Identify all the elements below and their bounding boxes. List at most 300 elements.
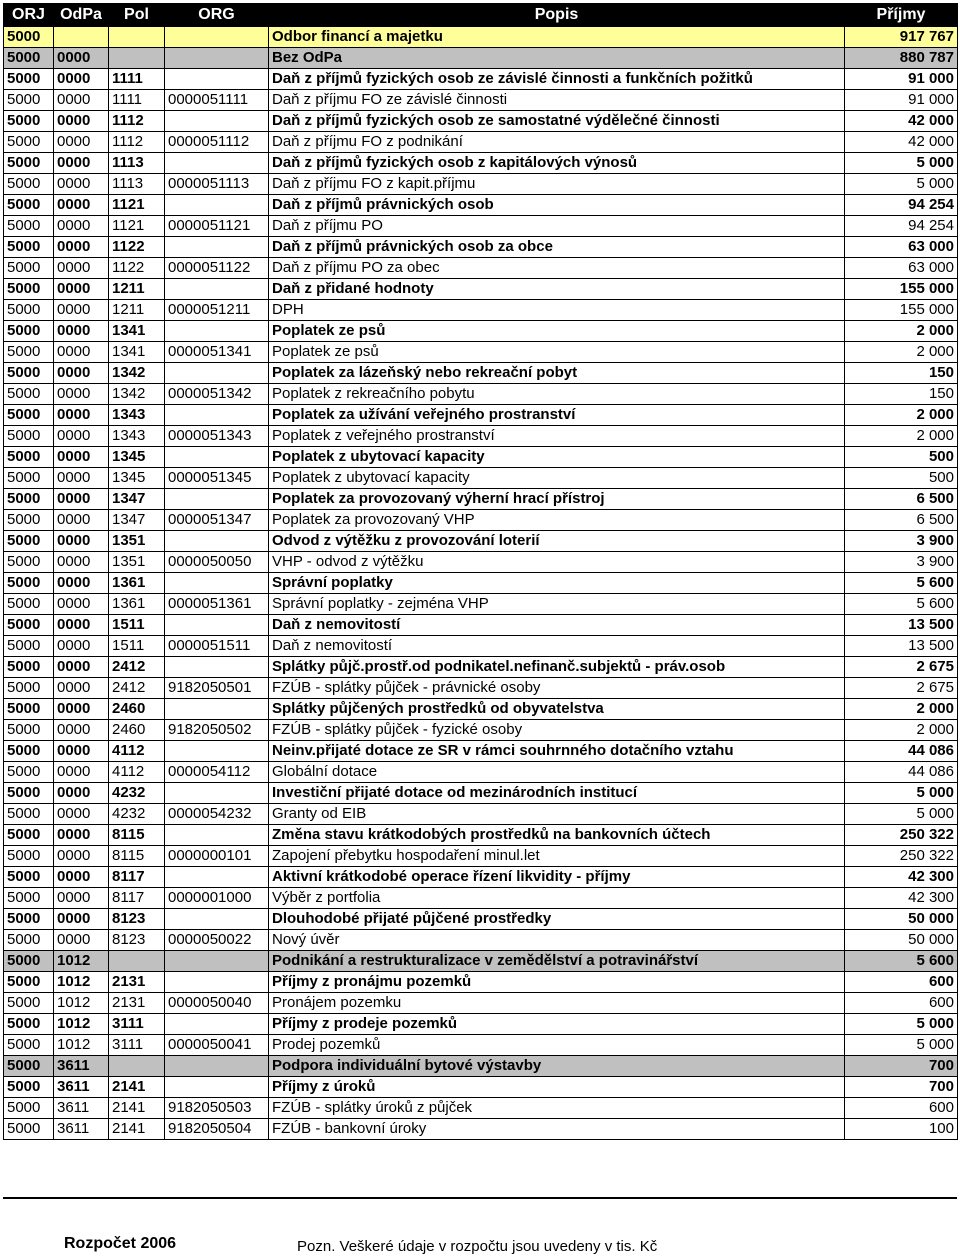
- table-row: [4, 90, 958, 111]
- cell-orj: 5000: [4, 636, 54, 657]
- cell-popis: Odvod z výtěžku z provozování loterií: [269, 531, 845, 552]
- cell-orj: 5000: [4, 447, 54, 468]
- cell-pol: [109, 48, 165, 69]
- cell-orj: 5000: [4, 888, 54, 909]
- cell-odpa: 0000: [54, 762, 109, 783]
- cell-prijmy: 5 600: [845, 594, 958, 615]
- cell-orj: 5000: [4, 1014, 54, 1035]
- cell-org: [165, 531, 269, 552]
- cell-popis: Poplatek z ubytovací kapacity: [269, 447, 845, 468]
- cell-popis: Daň z příjmu PO za obec: [269, 258, 845, 279]
- cell-pol: 8115: [109, 846, 165, 867]
- cell-pol: 1351: [109, 531, 165, 552]
- cell-popis: Daň z příjmu PO: [269, 216, 845, 237]
- cell-popis: Globální dotace: [269, 762, 845, 783]
- cell-popis: DPH: [269, 300, 845, 321]
- cell-orj: 5000: [4, 258, 54, 279]
- cell-prijmy: 5 600: [845, 573, 958, 594]
- cell-orj: 5000: [4, 237, 54, 258]
- cell-odpa: 0000: [54, 804, 109, 825]
- cell-org: [165, 972, 269, 993]
- cell-org: 0000001000: [165, 888, 269, 909]
- cell-popis: Neinv.přijaté dotace ze SR v rámci souhrnného dotačního vztahu: [269, 741, 845, 762]
- cell-orj: 5000: [4, 279, 54, 300]
- cell-odpa: 0000: [54, 636, 109, 657]
- table-row: [4, 1077, 958, 1098]
- cell-orj: 5000: [4, 216, 54, 237]
- cell-org: 9182050501: [165, 678, 269, 699]
- table-row: [4, 531, 958, 552]
- table-row: [4, 69, 958, 90]
- cell-prijmy: 5 600: [845, 951, 958, 972]
- cell-orj: 5000: [4, 111, 54, 132]
- cell-pol: [109, 1056, 165, 1077]
- cell-pol: 1361: [109, 594, 165, 615]
- cell-popis: Daň z příjmu FO ze závislé činnosti: [269, 90, 845, 111]
- cell-popis: Daň z nemovitostí: [269, 636, 845, 657]
- cell-orj: 5000: [4, 27, 54, 48]
- cell-pol: 1343: [109, 426, 165, 447]
- cell-orj: 5000: [4, 48, 54, 69]
- cell-pol: 2460: [109, 720, 165, 741]
- table-row: [4, 153, 958, 174]
- cell-orj: 5000: [4, 699, 54, 720]
- cell-pol: 1345: [109, 447, 165, 468]
- cell-orj: 5000: [4, 993, 54, 1014]
- cell-org: 0000051211: [165, 300, 269, 321]
- cell-pol: 3111: [109, 1035, 165, 1056]
- cell-orj: 5000: [4, 678, 54, 699]
- cell-orj: 5000: [4, 69, 54, 90]
- cell-prijmy: 42 000: [845, 132, 958, 153]
- cell-orj: 5000: [4, 405, 54, 426]
- cell-prijmy: 2 000: [845, 720, 958, 741]
- table-body: [4, 27, 958, 1140]
- cell-popis: Správní poplatky: [269, 573, 845, 594]
- cell-pol: 1342: [109, 384, 165, 405]
- cell-orj: 5000: [4, 174, 54, 195]
- table-row: [4, 1098, 958, 1119]
- table-row: [4, 384, 958, 405]
- cell-org: 0000051113: [165, 174, 269, 195]
- cell-pol: 1112: [109, 132, 165, 153]
- cell-popis: Nový úvěr: [269, 930, 845, 951]
- cell-orj: 5000: [4, 531, 54, 552]
- cell-popis: Poplatek ze psů: [269, 321, 845, 342]
- cell-odpa: 0000: [54, 216, 109, 237]
- cell-odpa: 0000: [54, 825, 109, 846]
- cell-prijmy: 42 000: [845, 111, 958, 132]
- cell-odpa: [54, 27, 109, 48]
- cell-odpa: 0000: [54, 888, 109, 909]
- cell-orj: 5000: [4, 594, 54, 615]
- cell-org: 0000051361: [165, 594, 269, 615]
- cell-popis: Daň z nemovitostí: [269, 615, 845, 636]
- header-pol: Pol: [109, 4, 165, 27]
- cell-orj: 5000: [4, 552, 54, 573]
- cell-pol: 1342: [109, 363, 165, 384]
- cell-org: 0000054232: [165, 804, 269, 825]
- cell-popis: Daň z příjmu FO z kapit.příjmu: [269, 174, 845, 195]
- cell-orj: 5000: [4, 867, 54, 888]
- cell-org: 0000051122: [165, 258, 269, 279]
- cell-pol: 1345: [109, 468, 165, 489]
- cell-orj: 5000: [4, 1119, 54, 1140]
- cell-popis: FZÚB - splátky úroků z půjček: [269, 1098, 845, 1119]
- table-row: [4, 699, 958, 720]
- cell-orj: 5000: [4, 300, 54, 321]
- table-row: [4, 174, 958, 195]
- cell-popis: Zapojení přebytku hospodaření minul.let: [269, 846, 845, 867]
- header-popis: Popis: [269, 4, 845, 27]
- cell-pol: 4112: [109, 762, 165, 783]
- cell-popis: Daň z příjmů právnických osob: [269, 195, 845, 216]
- cell-pol: 3111: [109, 1014, 165, 1035]
- cell-orj: 5000: [4, 1035, 54, 1056]
- table-row: [4, 825, 958, 846]
- cell-pol: 1112: [109, 111, 165, 132]
- cell-pol: [109, 951, 165, 972]
- cell-org: [165, 489, 269, 510]
- table-row: [4, 300, 958, 321]
- cell-popis: Poplatek z veřejného prostranství: [269, 426, 845, 447]
- cell-popis: Poplatek za provozovaný VHP: [269, 510, 845, 531]
- cell-prijmy: 155 000: [845, 300, 958, 321]
- table-row: [4, 363, 958, 384]
- cell-odpa: 0000: [54, 909, 109, 930]
- cell-orj: 5000: [4, 321, 54, 342]
- table-row: [4, 1056, 958, 1077]
- cell-popis: VHP - odvod z výtěžku: [269, 552, 845, 573]
- cell-popis: Granty od EIB: [269, 804, 845, 825]
- cell-orj: 5000: [4, 1056, 54, 1077]
- table-row: [4, 510, 958, 531]
- cell-orj: 5000: [4, 1077, 54, 1098]
- cell-orj: 5000: [4, 909, 54, 930]
- table-row: [4, 195, 958, 216]
- cell-orj: 5000: [4, 153, 54, 174]
- cell-orj: 5000: [4, 1098, 54, 1119]
- cell-prijmy: 5 000: [845, 783, 958, 804]
- cell-orj: 5000: [4, 90, 54, 111]
- table-row: [4, 1035, 958, 1056]
- cell-pol: 1111: [109, 69, 165, 90]
- cell-pol: 1113: [109, 174, 165, 195]
- table-row: [4, 468, 958, 489]
- cell-pol: 2460: [109, 699, 165, 720]
- cell-pol: 2131: [109, 972, 165, 993]
- cell-orj: 5000: [4, 426, 54, 447]
- cell-popis: Prodej pozemků: [269, 1035, 845, 1056]
- cell-pol: 2141: [109, 1119, 165, 1140]
- cell-org: [165, 1056, 269, 1077]
- cell-popis: Správní poplatky - zejména VHP: [269, 594, 845, 615]
- cell-popis: Příjmy z prodeje pozemků: [269, 1014, 845, 1035]
- cell-popis: Aktivní krátkodobé operace řízení likvidity - příjmy: [269, 867, 845, 888]
- cell-orj: 5000: [4, 741, 54, 762]
- cell-org: [165, 279, 269, 300]
- cell-odpa: 0000: [54, 657, 109, 678]
- cell-org: [165, 27, 269, 48]
- cell-org: [165, 825, 269, 846]
- table-row: [4, 48, 958, 69]
- cell-prijmy: 2 675: [845, 678, 958, 699]
- table-row: [4, 636, 958, 657]
- cell-prijmy: 63 000: [845, 237, 958, 258]
- cell-org: 9182050502: [165, 720, 269, 741]
- table-row: [4, 888, 958, 909]
- table-row: [4, 489, 958, 510]
- cell-popis: FZÚB - bankovní úroky: [269, 1119, 845, 1140]
- cell-pol: 1113: [109, 153, 165, 174]
- cell-odpa: 0000: [54, 132, 109, 153]
- cell-org: 0000050041: [165, 1035, 269, 1056]
- cell-pol: 1341: [109, 321, 165, 342]
- cell-popis: Investiční přijaté dotace od mezinárodních institucí: [269, 783, 845, 804]
- cell-prijmy: 250 322: [845, 825, 958, 846]
- cell-orj: 5000: [4, 615, 54, 636]
- cell-pol: 1361: [109, 573, 165, 594]
- cell-popis: Poplatek za lázeňský nebo rekreační pobyt: [269, 363, 845, 384]
- cell-popis: Poplatek z ubytovací kapacity: [269, 468, 845, 489]
- cell-prijmy: 94 254: [845, 216, 958, 237]
- cell-popis: Příjmy z pronájmu pozemků: [269, 972, 845, 993]
- table-row: [4, 111, 958, 132]
- cell-pol: 1121: [109, 195, 165, 216]
- cell-pol: 8115: [109, 825, 165, 846]
- cell-pol: 1347: [109, 510, 165, 531]
- cell-pol: 1351: [109, 552, 165, 573]
- table-row: [4, 342, 958, 363]
- cell-org: 0000051345: [165, 468, 269, 489]
- cell-orj: 5000: [4, 384, 54, 405]
- cell-odpa: 0000: [54, 867, 109, 888]
- cell-prijmy: 2 675: [845, 657, 958, 678]
- cell-org: 0000051111: [165, 90, 269, 111]
- cell-org: 0000054112: [165, 762, 269, 783]
- cell-org: 0000051341: [165, 342, 269, 363]
- table-row: [4, 909, 958, 930]
- footer-title: Rozpočet 2006: [64, 1235, 177, 1252]
- cell-odpa: 0000: [54, 300, 109, 321]
- cell-orj: 5000: [4, 783, 54, 804]
- bottom-divider: [3, 1197, 957, 1199]
- cell-popis: Poplatek z rekreačního pobytu: [269, 384, 845, 405]
- cell-pol: 2412: [109, 657, 165, 678]
- cell-popis: Poplatek za užívání veřejného prostranství: [269, 405, 845, 426]
- cell-org: [165, 1077, 269, 1098]
- cell-prijmy: 2 000: [845, 699, 958, 720]
- cell-prijmy: 3 900: [845, 552, 958, 573]
- cell-popis: FZÚB - splátky půjček - fyzické osoby: [269, 720, 845, 741]
- cell-pol: [109, 27, 165, 48]
- cell-popis: Daň z příjmů fyzických osob ze samostatné výdělečné činnosti: [269, 111, 845, 132]
- cell-org: [165, 1014, 269, 1035]
- cell-org: [165, 237, 269, 258]
- cell-popis: Poplatek ze psů: [269, 342, 845, 363]
- table-row: [4, 741, 958, 762]
- cell-prijmy: 2 000: [845, 321, 958, 342]
- cell-pol: 8117: [109, 867, 165, 888]
- cell-odpa: 0000: [54, 69, 109, 90]
- cell-popis: Bez OdPa: [269, 48, 845, 69]
- cell-org: [165, 69, 269, 90]
- cell-prijmy: 42 300: [845, 888, 958, 909]
- cell-prijmy: 5 000: [845, 153, 958, 174]
- cell-prijmy: 700: [845, 1056, 958, 1077]
- cell-odpa: 0000: [54, 552, 109, 573]
- cell-popis: Daň z příjmů fyzických osob z kapitálových výnosů: [269, 153, 845, 174]
- cell-odpa: 0000: [54, 783, 109, 804]
- cell-org: [165, 111, 269, 132]
- cell-prijmy: 5 000: [845, 804, 958, 825]
- cell-prijmy: 94 254: [845, 195, 958, 216]
- table-row: [4, 678, 958, 699]
- table-row: [4, 657, 958, 678]
- table-row: [4, 1119, 958, 1140]
- cell-orj: 5000: [4, 720, 54, 741]
- cell-odpa: 0000: [54, 489, 109, 510]
- cell-odpa: 0000: [54, 573, 109, 594]
- cell-odpa: 0000: [54, 153, 109, 174]
- cell-odpa: 0000: [54, 594, 109, 615]
- cell-org: 0000050050: [165, 552, 269, 573]
- cell-prijmy: 500: [845, 468, 958, 489]
- table-row: [4, 846, 958, 867]
- cell-orj: 5000: [4, 468, 54, 489]
- cell-prijmy: 917 767: [845, 27, 958, 48]
- table-row: [4, 258, 958, 279]
- table-row: [4, 573, 958, 594]
- table-row: [4, 615, 958, 636]
- cell-odpa: 0000: [54, 930, 109, 951]
- cell-popis: Podpora individuální bytové výstavby: [269, 1056, 845, 1077]
- cell-orj: 5000: [4, 972, 54, 993]
- cell-org: [165, 48, 269, 69]
- cell-pol: 1511: [109, 615, 165, 636]
- table-row: [4, 1014, 958, 1035]
- cell-odpa: 0000: [54, 321, 109, 342]
- cell-pol: 1347: [109, 489, 165, 510]
- cell-org: 0000050022: [165, 930, 269, 951]
- cell-orj: 5000: [4, 804, 54, 825]
- cell-odpa: 0000: [54, 384, 109, 405]
- table-row: [4, 321, 958, 342]
- cell-prijmy: 250 322: [845, 846, 958, 867]
- cell-odpa: 0000: [54, 846, 109, 867]
- table-row: [4, 27, 958, 48]
- cell-pol: 1211: [109, 300, 165, 321]
- cell-prijmy: 63 000: [845, 258, 958, 279]
- cell-odpa: 0000: [54, 363, 109, 384]
- cell-popis: Daň z příjmů fyzických osob ze závislé činnosti a funkčních požitků: [269, 69, 845, 90]
- cell-prijmy: 600: [845, 1098, 958, 1119]
- cell-prijmy: 2 000: [845, 405, 958, 426]
- cell-odpa: 0000: [54, 615, 109, 636]
- cell-orj: 5000: [4, 195, 54, 216]
- cell-prijmy: 44 086: [845, 741, 958, 762]
- cell-pol: 8117: [109, 888, 165, 909]
- cell-org: [165, 741, 269, 762]
- cell-odpa: 0000: [54, 90, 109, 111]
- cell-pol: 2141: [109, 1098, 165, 1119]
- table-row: [4, 216, 958, 237]
- cell-prijmy: 700: [845, 1077, 958, 1098]
- cell-org: [165, 321, 269, 342]
- cell-org: [165, 615, 269, 636]
- cell-popis: Změna stavu krátkodobých prostředků na bankovních účtech: [269, 825, 845, 846]
- cell-popis: FZÚB - splátky půjček - právnické osoby: [269, 678, 845, 699]
- table-row: [4, 867, 958, 888]
- cell-pol: 2141: [109, 1077, 165, 1098]
- table-row: [4, 594, 958, 615]
- cell-odpa: 0000: [54, 741, 109, 762]
- cell-org: [165, 363, 269, 384]
- table-row: [4, 132, 958, 153]
- cell-orj: 5000: [4, 657, 54, 678]
- cell-pol: 1121: [109, 216, 165, 237]
- cell-org: [165, 195, 269, 216]
- cell-odpa: 1012: [54, 972, 109, 993]
- cell-prijmy: 5 000: [845, 1014, 958, 1035]
- table-row: [4, 552, 958, 573]
- cell-pol: 2131: [109, 993, 165, 1014]
- cell-prijmy: 91 000: [845, 69, 958, 90]
- cell-odpa: 0000: [54, 237, 109, 258]
- table-row: [4, 930, 958, 951]
- cell-odpa: 3611: [54, 1056, 109, 1077]
- cell-orj: 5000: [4, 342, 54, 363]
- cell-prijmy: 150: [845, 363, 958, 384]
- cell-popis: Daň z přidané hodnoty: [269, 279, 845, 300]
- cell-prijmy: 3 900: [845, 531, 958, 552]
- cell-popis: Splátky půjčených prostředků od obyvatelstva: [269, 699, 845, 720]
- cell-pol: 4232: [109, 804, 165, 825]
- cell-orj: 5000: [4, 363, 54, 384]
- cell-popis: Dlouhodobé přijaté půjčené prostředky: [269, 909, 845, 930]
- cell-org: [165, 951, 269, 972]
- cell-odpa: 0000: [54, 447, 109, 468]
- cell-popis: Daň z příjmů právnických osob za obce: [269, 237, 845, 258]
- cell-odpa: 0000: [54, 531, 109, 552]
- cell-odpa: 0000: [54, 111, 109, 132]
- header-prijmy: Příjmy: [845, 4, 958, 27]
- cell-org: 9182050503: [165, 1098, 269, 1119]
- cell-odpa: 1012: [54, 1014, 109, 1035]
- table-row: [4, 720, 958, 741]
- cell-odpa: 0000: [54, 510, 109, 531]
- cell-orj: 5000: [4, 573, 54, 594]
- cell-popis: Odbor financí a majetku: [269, 27, 845, 48]
- cell-prijmy: 2 000: [845, 426, 958, 447]
- cell-prijmy: 42 300: [845, 867, 958, 888]
- cell-org: [165, 447, 269, 468]
- cell-org: [165, 657, 269, 678]
- cell-odpa: 0000: [54, 678, 109, 699]
- cell-org: [165, 573, 269, 594]
- header-orj: ORJ: [4, 4, 54, 27]
- table-row: [4, 426, 958, 447]
- cell-popis: Podnikání a restrukturalizace v zemědělství a potravinářství: [269, 951, 845, 972]
- cell-prijmy: 91 000: [845, 90, 958, 111]
- cell-pol: 1211: [109, 279, 165, 300]
- cell-pol: 8123: [109, 909, 165, 930]
- cell-odpa: 3611: [54, 1119, 109, 1140]
- cell-org: [165, 783, 269, 804]
- cell-org: 0000051342: [165, 384, 269, 405]
- cell-odpa: 0000: [54, 405, 109, 426]
- cell-prijmy: 6 500: [845, 489, 958, 510]
